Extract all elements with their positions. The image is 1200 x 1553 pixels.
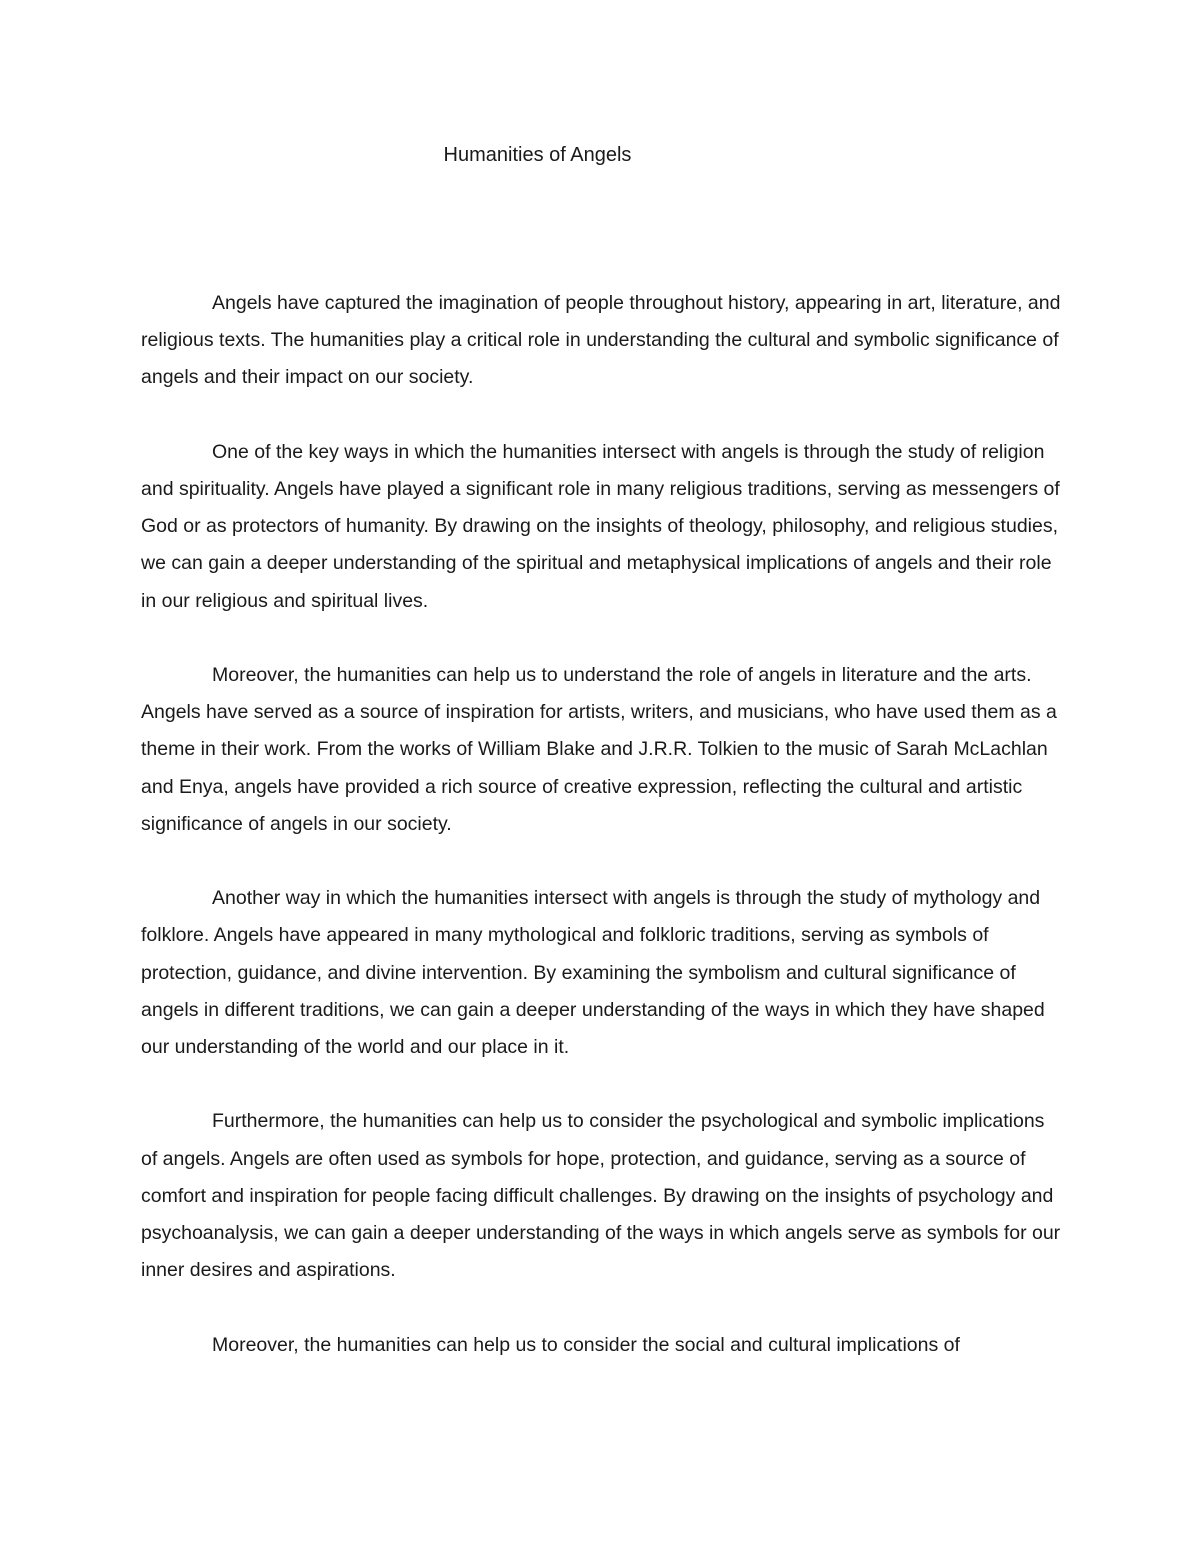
- paragraph-6: Moreover, the humanities can help us to consider the social and cultural implications of: [212, 1333, 960, 1356]
- paragraph-3: Moreover, the humanities can help us to understand the role of angels in literature and the arts. Angels have served as a source of inspiration for artists, writers, and musicians, who have used them as a theme in their work. From the works of William Blake and J.R.R. Tolkien to the music of Sarah McLachlan and Enya, angels have provided a rich source of creative expression, reflecting the cultural and artistic significance of angels in our society.: [141, 664, 1057, 835]
- paragraph-2: One of the key ways in which the humanities intersect with angels is through the study of religion and spirituality. Angels have played a significant role in many religious traditions, serving as messengers of God or as protectors of humanity. By drawing on the insights of theology, philosophy, and religious studies, we can gain a deeper understanding of the spiritual and metaphysical implications of angels and their role in our religious and spiritual lives.: [141, 440, 1060, 612]
- paragraph-5: Furthermore, the humanities can help us to consider the psychological and symbolic implications of angels. Angels are often used as symbols for hope, protection, and guidance, serving as a source of comfort and inspiration for people facing difficult challenges. By drawing on the insights of psychology and psychoanalysis, we can gain a deeper understanding of the ways in which angels serve as symbols for our inner desires and aspirations.: [141, 1110, 1061, 1282]
- paragraph-1: Angels have captured the imagination of people throughout history, appearing in art, literature, and religious texts. The humanities play a critical role in understanding the cultural and symbolic significance of angels and their impact on our society.: [141, 292, 1061, 389]
- document-title: Humanities of Angels: [443, 144, 632, 166]
- document-body: [141, 285, 1066, 1401]
- paragraph-4: Another way in which the humanities intersect with angels is through the study of mythology and folklore. Angels have appeared in many mythological and folkloric traditions, serving as symbols of protection, guidance, and divine intervention. By examining the symbolism and cultural significance of angels in different traditions, we can gain a deeper understanding of the ways in which they have shaped our understanding of the world and our place in it.: [141, 887, 1045, 1059]
